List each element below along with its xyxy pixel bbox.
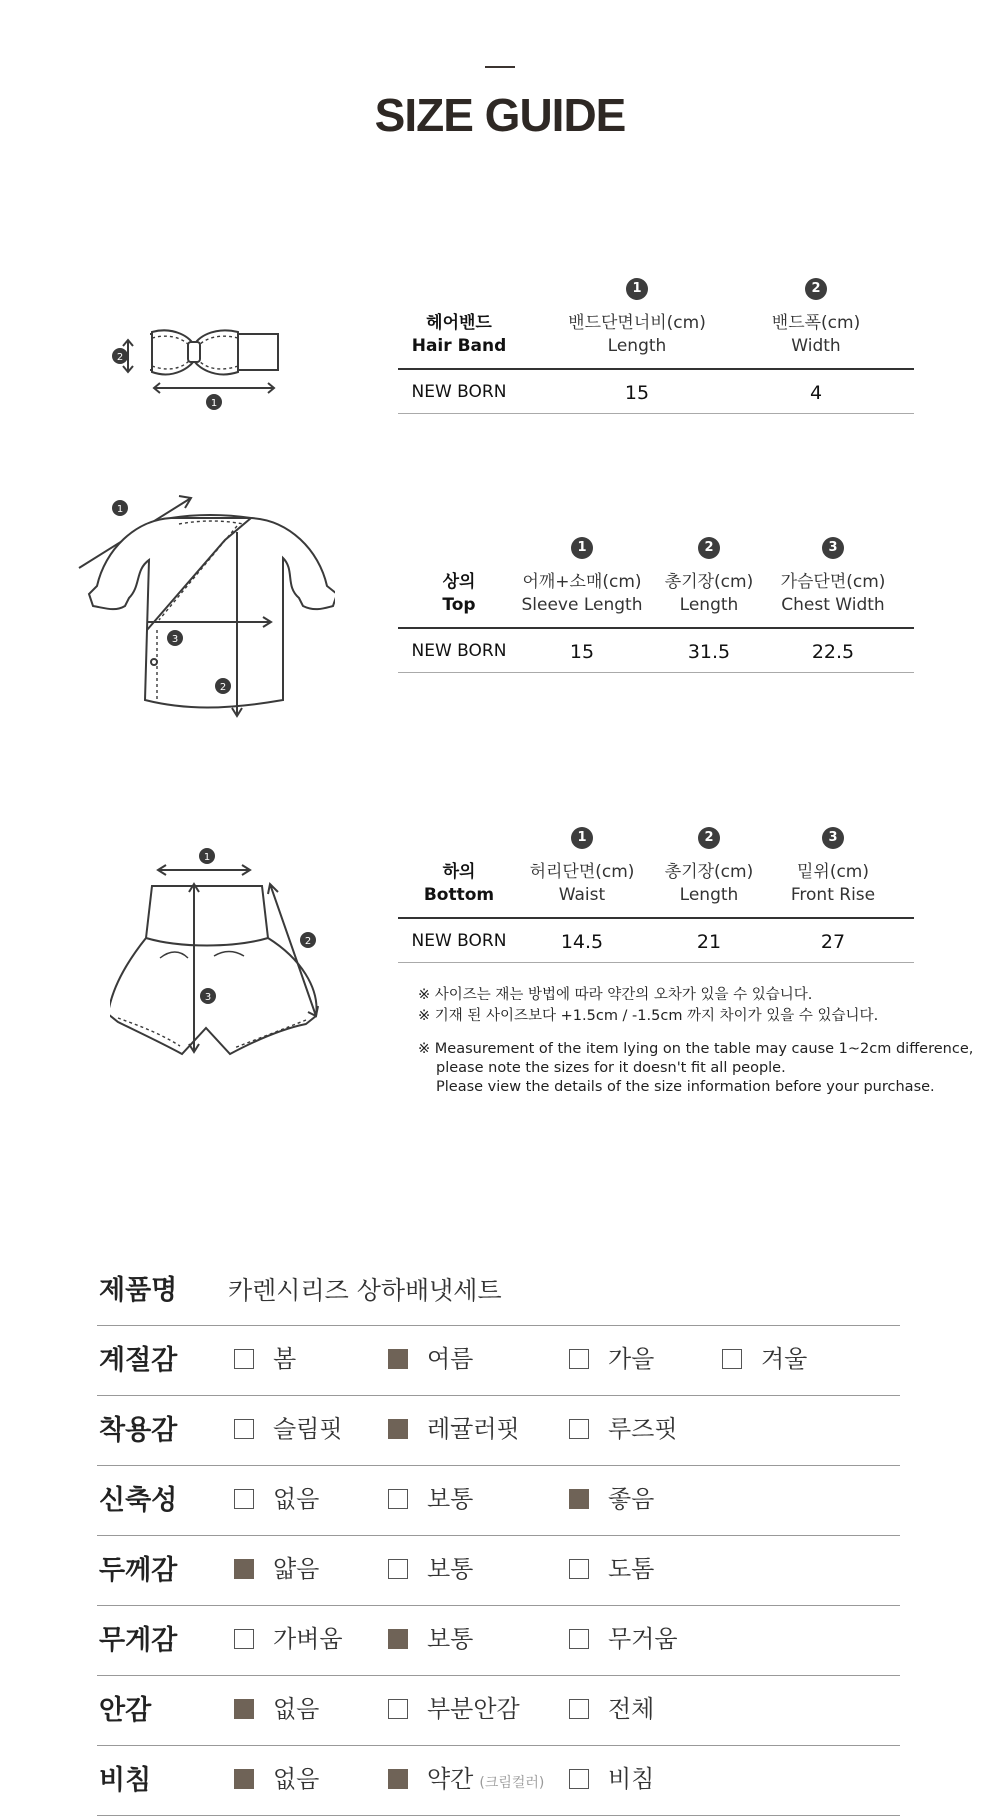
option-label: 좋음: [608, 1485, 655, 1513]
table-cell: 31.5: [687, 641, 731, 663]
checkbox-checked-icon: [388, 1629, 408, 1649]
column-header: 밴드폭(cm) Width: [771, 313, 861, 356]
spec-row: [97, 1746, 900, 1816]
svg-text:2: 2: [116, 352, 124, 363]
table-cell: 22.5: [811, 641, 855, 663]
product-name: 카렌시리즈 상하배냇세트: [228, 1276, 502, 1305]
checkbox-checked-icon: [234, 1699, 254, 1719]
spec-label: 제품명: [99, 1275, 178, 1306]
table-row: [398, 919, 914, 963]
title-dash: [485, 66, 515, 68]
checkbox-checked-icon: [388, 1769, 408, 1789]
svg-text:1: 1: [116, 504, 124, 515]
option-label: 전체: [608, 1695, 655, 1723]
column-header: 밑위(cm) Front Rise: [790, 862, 876, 905]
spec-row: [97, 1536, 900, 1606]
table-cell: 27: [820, 931, 846, 953]
column-header: 총기장(cm) Length: [664, 572, 754, 615]
number-badge-1: 1: [571, 537, 593, 559]
table-cell: 15: [624, 382, 650, 404]
checkbox-empty-icon: [569, 1769, 589, 1789]
checkbox-empty-icon: [388, 1559, 408, 1579]
option-label: 약간 (크림컬러): [427, 1765, 545, 1793]
option-label: 겨울: [761, 1345, 808, 1373]
svg-text:2: 2: [304, 936, 312, 947]
checkbox-checked-icon: [234, 1769, 254, 1789]
page-title: SIZE GUIDE: [374, 89, 626, 141]
number-badge-1: 1: [571, 827, 593, 849]
top-illustration: [75, 490, 335, 740]
spec-label: 계절감: [99, 1345, 178, 1376]
svg-text:1: 1: [203, 852, 211, 863]
column-header: 밴드단면너비(cm) Length: [568, 313, 706, 356]
option-label: 봄: [273, 1345, 297, 1373]
column-header: 허리단면(cm) Waist: [529, 862, 635, 905]
option-label: 레귤러핏: [427, 1415, 520, 1443]
checkbox-checked-icon: [388, 1349, 408, 1369]
table-cell: 21: [696, 931, 722, 953]
spec-row: [97, 1396, 900, 1466]
svg-text:1: 1: [210, 398, 218, 409]
bottom-size-table: [398, 827, 914, 953]
option-label: 없음: [273, 1765, 320, 1793]
size-name: NEW BORN: [411, 382, 507, 402]
checkbox-checked-icon: [388, 1419, 408, 1439]
checkbox-empty-icon: [388, 1489, 408, 1509]
category-label: 하의 Bottom: [423, 862, 495, 905]
checkbox-checked-icon: [569, 1489, 589, 1509]
spec-option-rows: [97, 1326, 900, 1816]
hairband-illustration: [108, 318, 288, 418]
spec-label: 신축성: [99, 1485, 178, 1516]
option-label: 루즈핏: [608, 1415, 678, 1443]
option-label: 여름: [427, 1345, 474, 1373]
spec-label: 착용감: [99, 1415, 178, 1446]
spec-row: [97, 1466, 900, 1536]
number-badge-3: 3: [822, 827, 844, 849]
category-label: 헤어밴드 Hair Band: [411, 313, 507, 356]
option-label: 부분안감: [427, 1695, 520, 1723]
checkbox-empty-icon: [234, 1489, 254, 1509]
checkbox-checked-icon: [234, 1559, 254, 1579]
option-label: 가벼움: [273, 1625, 343, 1653]
option-label: 얇음: [273, 1555, 320, 1583]
number-badge-2: 2: [805, 278, 827, 300]
note-ko-1: ※ 사이즈는 재는 방법에 따라 약간의 오차가 있을 수 있습니다.: [418, 987, 813, 1003]
option-note: (크림컬러): [479, 1775, 545, 1791]
top-size-table: [398, 537, 914, 663]
checkbox-empty-icon: [234, 1419, 254, 1439]
category-label: 상의 Top: [442, 572, 476, 615]
table-cell: 14.5: [560, 931, 604, 953]
column-header: 어깨+소매(cm) Sleeve Length: [521, 572, 643, 615]
spec-row: [97, 1676, 900, 1746]
number-badge-2: 2: [698, 827, 720, 849]
svg-text:2: 2: [219, 682, 227, 693]
table-row: [398, 370, 914, 414]
column-header: 총기장(cm) Length: [664, 862, 754, 905]
table-cell: 4: [809, 382, 823, 404]
option-label: 보통: [427, 1625, 474, 1653]
checkbox-empty-icon: [569, 1629, 589, 1649]
spec-label: 비침: [99, 1765, 152, 1796]
spec-row: [97, 1326, 900, 1396]
spec-label: 무게감: [99, 1625, 178, 1656]
note-ko-2: ※ 기재 된 사이즈보다 +1.5cm / -1.5cm 까지 차이가 있을 수 있습니다.: [418, 1008, 879, 1024]
checkbox-empty-icon: [388, 1699, 408, 1719]
hairband-size-table: [398, 278, 914, 404]
spec-row-product: [97, 1256, 900, 1326]
note-en: ※ Measurement of the item lying on the table may cause 1~2cm difference, please note the sizes for it doesn't fit all people. Please view the details of the size information before your purchase.: [418, 1041, 974, 1095]
option-label: 보통: [427, 1555, 474, 1583]
checkbox-empty-icon: [569, 1419, 589, 1439]
size-name: NEW BORN: [411, 931, 507, 951]
checkbox-empty-icon: [569, 1699, 589, 1719]
option-label: 없음: [273, 1485, 320, 1513]
number-badge-2: 2: [698, 537, 720, 559]
option-label: 무거움: [608, 1625, 678, 1653]
option-label: 가을: [608, 1345, 655, 1373]
bottom-illustration: [110, 838, 330, 1078]
spec-label: 두께감: [99, 1555, 178, 1586]
checkbox-empty-icon: [234, 1349, 254, 1369]
checkbox-empty-icon: [569, 1349, 589, 1369]
checkbox-empty-icon: [722, 1349, 742, 1369]
svg-text:3: 3: [204, 992, 212, 1003]
checkbox-empty-icon: [569, 1559, 589, 1579]
number-badge-3: 3: [822, 537, 844, 559]
table-row: [398, 629, 914, 673]
option-label: 보통: [427, 1485, 474, 1513]
option-label: 슬림핏: [273, 1415, 343, 1443]
spec-label: 안감: [99, 1695, 152, 1726]
product-spec-table: [97, 1256, 900, 1816]
number-badge-1: 1: [626, 278, 648, 300]
option-label: 비침: [608, 1765, 655, 1793]
checkbox-empty-icon: [234, 1629, 254, 1649]
size-notes: [418, 985, 973, 1097]
column-header: 가슴단면(cm) Chest Width: [780, 572, 886, 615]
option-label: 없음: [273, 1695, 320, 1723]
size-name: NEW BORN: [411, 641, 507, 661]
svg-text:3: 3: [171, 634, 179, 645]
table-cell: 15: [569, 641, 595, 663]
option-label: 도톰: [608, 1555, 655, 1583]
spec-row: [97, 1606, 900, 1676]
